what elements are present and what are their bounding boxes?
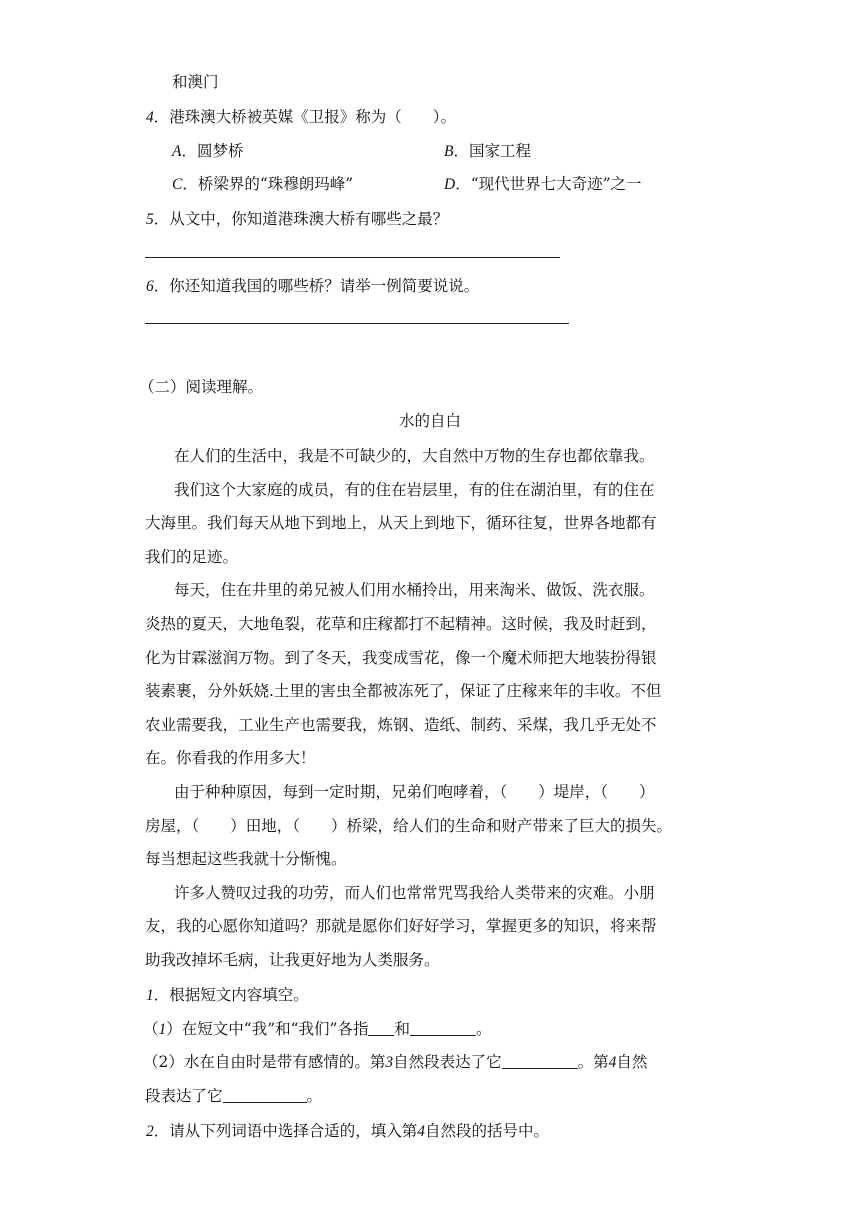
question-1 bbox=[146, 985, 309, 1006]
question-1-1 bbox=[143, 1019, 492, 1040]
question-number: 1 bbox=[146, 987, 154, 1004]
text: 段表达了它 bbox=[145, 1087, 223, 1105]
question-number: 6 bbox=[146, 278, 154, 295]
option-text: ．桥梁界的“珠穆朗玛峰” bbox=[182, 175, 354, 193]
passage-line: 每天，住在井里的弟兄被人们用水桶拎出，用来淘米、做饭、洗衣服。 bbox=[174, 581, 655, 599]
passage-line: 我们的足迹。 bbox=[145, 548, 239, 566]
option-a bbox=[172, 141, 243, 162]
answer-line[interactable] bbox=[145, 323, 569, 324]
option-letter: B bbox=[444, 143, 454, 160]
fill-blank[interactable] bbox=[410, 1019, 476, 1036]
fill-blank[interactable] bbox=[368, 1019, 394, 1036]
option-c bbox=[172, 174, 353, 195]
passage-line: 化为甘霖滋润万物。到了冬天，我变成雪花，像一个魔术师把大地装扮得银 bbox=[145, 649, 657, 667]
option-text: ．国家工程 bbox=[453, 142, 531, 160]
option-b bbox=[444, 141, 531, 162]
passage-line: 在人们的生活中，我是不可缺少的，大自然中万物的生存也都依靠我。 bbox=[174, 447, 655, 465]
question-number: 4 bbox=[146, 109, 154, 126]
text: ）在短文中“我”和“我们”各指 bbox=[166, 1020, 369, 1038]
passage-title: 水的自白 bbox=[398, 412, 461, 430]
option-text: ．圆梦桥 bbox=[181, 142, 244, 160]
passage-line: 农业需要我，工业生产也需要我，炼钢、造纸、制药、采煤，我几乎无处不 bbox=[145, 716, 657, 734]
question-stem: ．港珠澳大桥被英媒《卫报》称为（ ）。 bbox=[153, 108, 457, 126]
passage-line: 助我改掉坏毛病，让我更好地为人类服务。 bbox=[145, 951, 440, 969]
text: 自然 bbox=[616, 1053, 648, 1071]
question-stem: ．你还知道我国的哪些桥？请举一例简要说说。 bbox=[153, 277, 480, 295]
passage-line: 装素裹，分外妖娆.土里的害虫全都被冻死了，保证了庄稼来年的丰收。不但 bbox=[145, 682, 662, 700]
number: 4 bbox=[608, 1054, 617, 1071]
sub-number: 1 bbox=[158, 1021, 167, 1038]
text: 自然段表达了它 bbox=[393, 1053, 502, 1071]
question-stem: ．从文中，你知道港珠澳大桥有哪些之最？ bbox=[153, 210, 449, 228]
number: 4 bbox=[417, 1123, 426, 1140]
passage-line: 我们这个大家庭的成员，有的住在岩层里，有的住在湖泊里，有的住在 bbox=[174, 481, 655, 499]
text: 自然段的括号中。 bbox=[425, 1122, 550, 1140]
question-2 bbox=[146, 1121, 549, 1142]
section-heading: （二）阅读理解。 bbox=[139, 378, 264, 396]
option-letter: A bbox=[172, 143, 182, 160]
paren: （ bbox=[143, 1020, 159, 1038]
passage-line: 大海里。我们每天从地下到地上，从天上到地下，循环往复，世界各地都有 bbox=[145, 514, 657, 532]
text: ．请从下列词语中选择合适的，填入第 bbox=[153, 1122, 418, 1140]
q3-continuation: 和澳门 bbox=[172, 73, 219, 91]
text: （2）水在自由时是带有感情的。第 bbox=[143, 1053, 386, 1071]
passage-line: 房屋，（ ）田地，（ ）桥梁，给人们的生命和财产带来了巨大的损失。 bbox=[145, 817, 673, 835]
question-5 bbox=[146, 209, 448, 230]
fill-blank[interactable] bbox=[502, 1052, 578, 1069]
passage-line: 在。你看我的作用多大！ bbox=[145, 749, 316, 767]
number: 3 bbox=[385, 1054, 394, 1071]
text: 。 bbox=[306, 1087, 323, 1105]
question-stem: ．根据短文内容填空。 bbox=[153, 986, 309, 1004]
question-number: 2 bbox=[146, 1123, 154, 1140]
option-d bbox=[444, 174, 642, 195]
fill-blank[interactable] bbox=[223, 1086, 307, 1103]
question-1-2-cont bbox=[145, 1086, 322, 1106]
passage-line: 由于种种原因，每到一定时期，兄弟们咆哮着，（ ）堤岸，（ ） bbox=[174, 783, 655, 801]
question-1-2 bbox=[143, 1052, 647, 1073]
text: 。第 bbox=[577, 1053, 609, 1071]
passage-line: 炎热的夏天，大地龟裂，花草和庄稼都打不起精神。这时候，我及时赶到， bbox=[145, 615, 657, 633]
option-letter: C bbox=[172, 176, 183, 193]
option-text: ．“现代世界七大奇迹”之一 bbox=[455, 175, 642, 193]
passage-line: 友，我的心愿你知道吗？那就是愿你们好好学习，掌握更多的知识，将来帮 bbox=[145, 917, 657, 935]
question-number: 5 bbox=[146, 211, 154, 228]
passage-line: 许多人赞叹过我的功劳，而人们也常常咒骂我给人类带来的灾难。小朋 bbox=[174, 884, 655, 902]
text: 。 bbox=[475, 1020, 492, 1038]
question-6 bbox=[146, 276, 479, 297]
passage-line: 每当想起这些我就十分惭愧。 bbox=[145, 850, 347, 868]
answer-line[interactable] bbox=[145, 257, 560, 258]
text: 和 bbox=[394, 1020, 410, 1038]
option-letter: D bbox=[444, 176, 456, 193]
question-4 bbox=[146, 107, 456, 128]
